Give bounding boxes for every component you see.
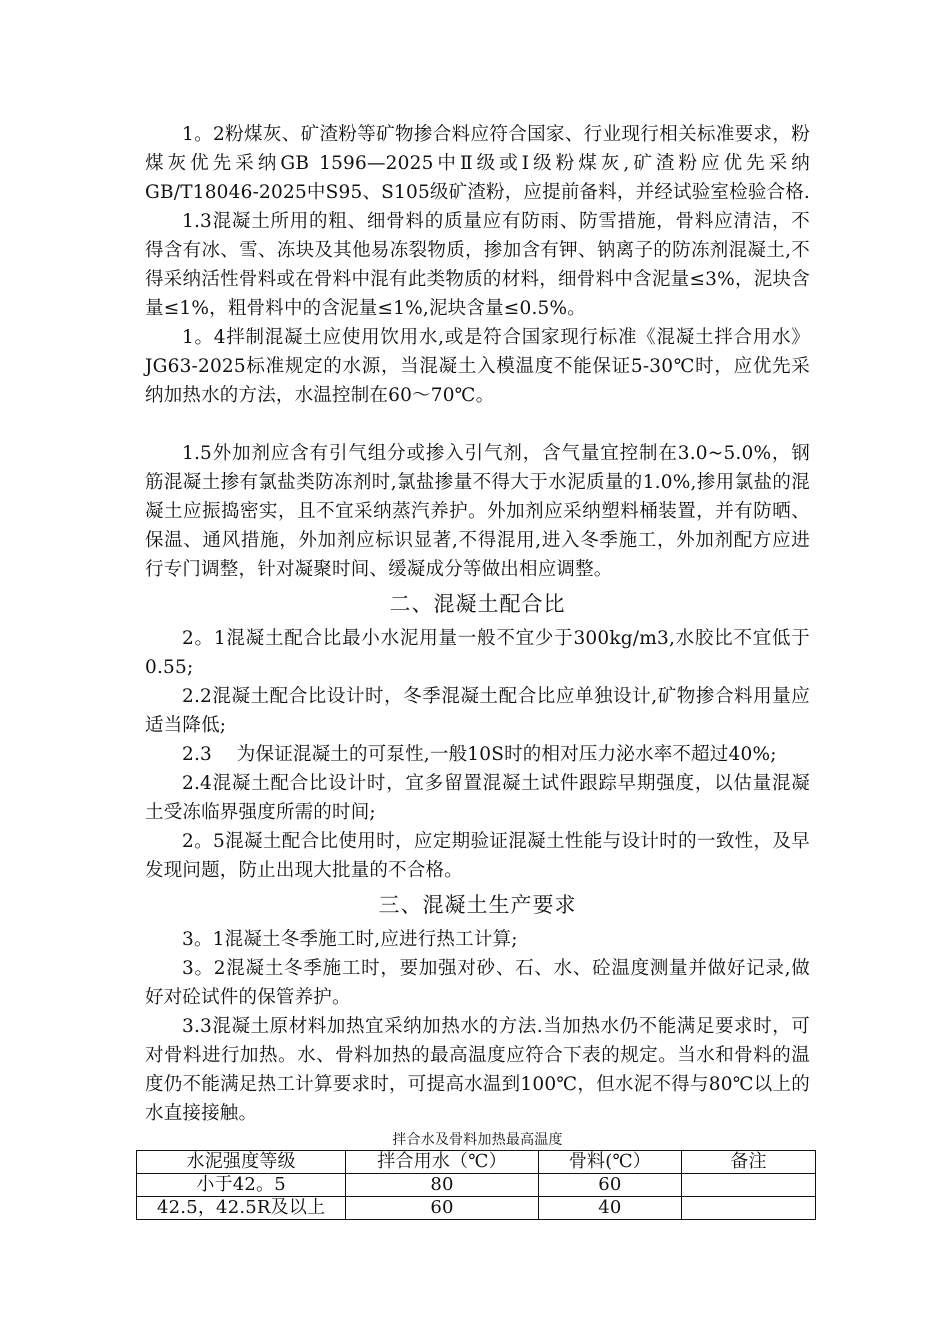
- paragraph-2-2: 2.2混凝土配合比设计时，冬季混凝土配合比应单独设计,矿物掺合料用量应适当降低;: [145, 686, 810, 736]
- table-row: [137, 1174, 816, 1197]
- paragraph-3-1: 3。1混凝土冬季施工时,应进行热工计算;: [182, 929, 518, 950]
- paragraph-2-3: 2.3 为保证混凝土的可泵性,一般10S时的相对压力泌水率不超过40%;: [182, 744, 777, 765]
- table-cell: 60: [346, 1197, 539, 1220]
- section-heading-2: 二、混凝土配合比: [389, 592, 566, 616]
- paragraph-1-2: 1。2粉煤灰、矿渣粉等矿物掺合料应符合国家、行业现行相关标准要求，粉煤灰优先采纳GB 1596—2025中Ⅱ级或Ⅰ级粉煤灰,矿渣粉应优先采纳GB/T18046-2025中S95、S105级矿渣粉，应提前备料，并经试验室检验合格.: [145, 124, 811, 203]
- paragraph-2-1: 2。1混凝土配合比最小水泥用量一般不宜少于300kg/m3,水胶比不宜低于0.55;: [145, 628, 810, 678]
- table-caption: 拌合水及骨料加热最高温度: [392, 1132, 563, 1148]
- table-header-cell: 骨料(℃）: [538, 1151, 681, 1174]
- table-row: [137, 1197, 816, 1220]
- table-cell: [682, 1197, 816, 1220]
- section-heading-3: 三、混凝土生产要求: [378, 893, 577, 917]
- table-header-cell: 水泥强度等级: [137, 1151, 346, 1174]
- paragraph-3-3: 3.3混凝土原材料加热宜采纳加热水的方法.当加热水仍不能满足要求时，可对骨料进行加热。水、骨料加热的最高温度应符合下表的规定。当水和骨料的温度仍不能满足热工计算要求时，可提高水温到100℃，但水泥不得与80℃以上的水直接接触。: [145, 1016, 810, 1124]
- paragraph-1-4: 1。4拌制混凝土应使用饮用水,或是符合国家现行标准《混凝土拌合用水》JG63-2025标准规定的水源，当混凝土入模温度不能保证5-30℃时，应优先采纳加热水的方法，水温控制在60～70℃。: [145, 327, 810, 406]
- table-cell: 60: [538, 1174, 681, 1197]
- table-header-cell: 拌合用水（℃）: [346, 1151, 539, 1174]
- table-cell: 40: [538, 1197, 681, 1220]
- heating-temperature-table: [136, 1150, 816, 1220]
- table-cell: 80: [346, 1174, 539, 1197]
- table-cell: 42.5，42.5R及以上: [137, 1197, 346, 1220]
- document-body: [145, 120, 810, 1220]
- paragraph-1-5: 1.5外加剂应含有引气组分或掺入引气剂，含气量宜控制在3.0~5.0%，钢筋混凝土掺有氯盐类防冻剂时,氯盐掺量不得大于水泥质量的1.0%,掺用氯盐的混凝土应振捣密实，且不宜采纳蒸汽养护。外加剂应采纳塑料桶装置，并有防晒、保温、通风措施，外加剂应标识显著,不得混用,进入冬季施工，外加剂配方应进行专门调整，针对凝聚时间、缓凝成分等做出相应调整。: [145, 443, 810, 580]
- table-header-row: [137, 1151, 816, 1174]
- paragraph-2-4: 2.4混凝土配合比设计时，宜多留置混凝土试件跟踪早期强度，以估量混凝土受冻临界强度所需的时间;: [145, 773, 810, 823]
- table-cell: 小于42。5: [137, 1174, 346, 1197]
- table-cell: [682, 1174, 816, 1197]
- paragraph-1-3: 1.3混凝土所用的粗、细骨料的质量应有防雨、防雪措施，骨料应清洁，不得含有冰、雪、冻块及其他易冻裂物质，掺加含有钾、钠离子的防冻剂混凝土,不得采纳活性骨料或在骨料中混有此类物质的材料，细骨料中含泥量≤3%，泥块含量≤1%，粗骨料中的含泥量≤1%,泥块含量≤0.5%。: [145, 211, 810, 319]
- paragraph-3-2: 3。2混凝土冬季施工时，要加强对砂、石、水、砼温度测量并做好记录,做好对砼试件的保管养护。: [145, 958, 810, 1008]
- paragraph-2-5: 2。5混凝土配合比使用时，应定期验证混凝土性能与设计时的一致性，及早发现问题，防止出现大批量的不合格。: [145, 831, 810, 881]
- table-header-cell: 备注: [682, 1151, 816, 1174]
